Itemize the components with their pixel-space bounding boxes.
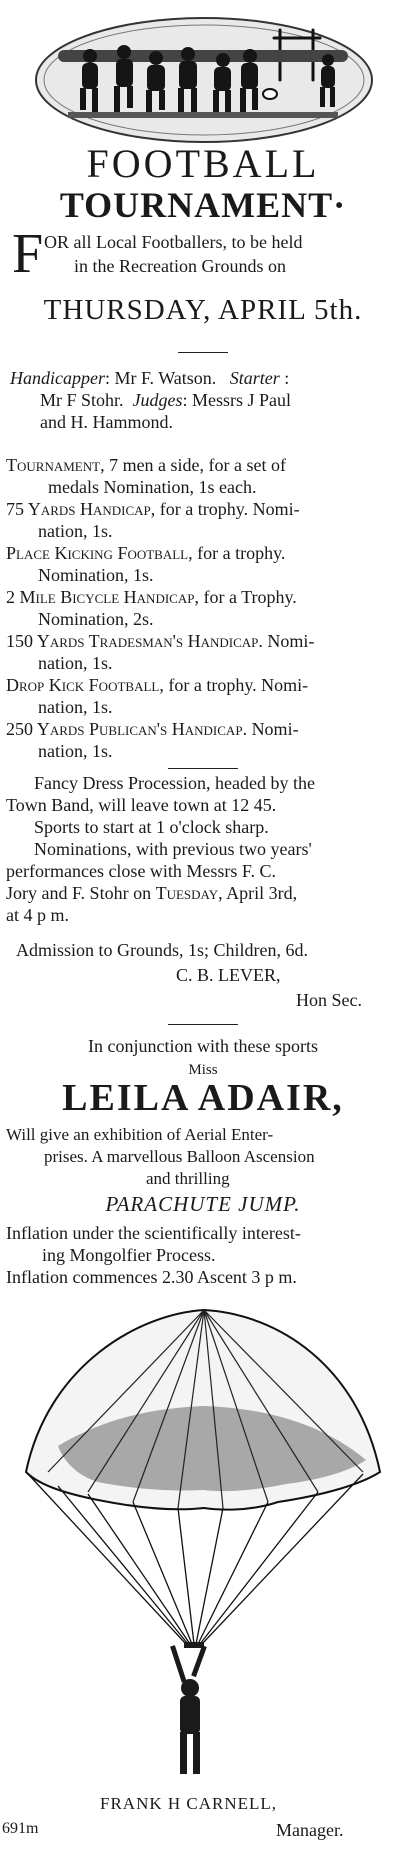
event-name: 250 Yards Publican's Handicap (6, 719, 243, 739)
divider (168, 1024, 238, 1025)
event-item (6, 630, 402, 674)
event-name: 75 Yards Handicap (6, 499, 151, 519)
event-name: Place Kicking Football (6, 543, 189, 563)
event-name: 150 Yards Tradesman's Handicap (6, 631, 259, 651)
feature-line: prises. A marvellous Balloon Ascension (44, 1147, 315, 1166)
feature-line: and thrilling (146, 1169, 230, 1188)
feature-block (6, 1124, 315, 1190)
football-match-illustration (28, 8, 378, 146)
secretary-name: C. B. LEVER, (176, 965, 281, 985)
judges-label: Judges (132, 390, 183, 410)
event-detail-cont: nation, 1s. (38, 521, 113, 541)
event-detail-cont: Nomination, 2s. (38, 609, 154, 629)
event-item (6, 454, 402, 498)
starter-colon: : (284, 368, 290, 388)
inflation-block (6, 1222, 301, 1288)
procession-line: Sports to start at 1 o'clock sharp. (34, 817, 269, 837)
performer-name: LEILA ADAIR, (62, 1077, 344, 1119)
inflation-line: ing Mongolfier Process. (42, 1245, 216, 1265)
officials-line-3: and H. Hammond. (40, 412, 173, 432)
procession-line: Jory and F. Stohr on (6, 883, 152, 903)
procession-line: Nominations, with previous two years' (34, 839, 312, 859)
event-detail: . Nomi- (242, 719, 299, 739)
starter-name: Mr F Stohr. (40, 390, 124, 410)
starter-label: Starter (229, 368, 280, 388)
event-detail: , for a trophy. Nomi- (150, 499, 300, 519)
reference-code: 691m (2, 1820, 39, 1837)
intro-line-1: OR all Local Footballers, to be held (44, 232, 303, 252)
event-detail: , for a trophy. (188, 543, 286, 563)
event-item (6, 498, 402, 542)
title-football: FOOTBALL (86, 141, 320, 186)
inflation-line: Inflation under the scientifically interest- (6, 1223, 301, 1243)
admission-line: Admission to Grounds, 1s; Children, 6d. (16, 940, 309, 960)
event-item (6, 586, 402, 630)
conjunction-line: In conjunction with these sports (88, 1036, 318, 1056)
handicapper-label: Handicapper (10, 368, 105, 388)
manager-title: Manager. (276, 1820, 344, 1840)
event-name: Tournament (6, 455, 101, 475)
officials-line-2 (40, 390, 291, 411)
parachute-illustration (18, 1296, 390, 1782)
event-detail-cont: medals Nomination, 1s each. (48, 477, 257, 497)
event-item (6, 674, 402, 718)
event-detail: , for a Trophy. (194, 587, 297, 607)
intro-line-2: in the Recreation Grounds on (74, 256, 286, 276)
secretary-title: Hon Sec. (296, 990, 362, 1010)
event-detail: . Nomi- (258, 631, 315, 651)
procession-line: Fancy Dress Procession, headed by the (34, 773, 315, 793)
procession-line: at 4 p m. (6, 905, 69, 925)
event-detail-cont: nation, 1s. (38, 697, 113, 717)
procession-block (6, 772, 315, 926)
officials-line-1 (10, 368, 289, 389)
procession-line: performances close with Messrs F. C. (6, 861, 277, 881)
divider (178, 352, 228, 353)
parachute-jump-title: PARACHUTE JUMP. (105, 1192, 301, 1216)
judges-names: : Messrs J Paul (182, 390, 292, 410)
event-item (6, 718, 402, 762)
event-detail: , 7 men a side, for a set of (100, 455, 287, 475)
event-detail-cont: Nomination, 1s. (38, 565, 154, 585)
procession-line: Town Band, will leave town at 12 45. (6, 795, 277, 815)
event-detail-cont: nation, 1s. (38, 653, 113, 673)
title-tournament: TOURNAMENT· (59, 185, 347, 225)
event-item (6, 542, 402, 586)
drop-cap: F (12, 223, 44, 285)
procession-date: , April 3rd, (218, 883, 298, 903)
miss-label: Miss (188, 1062, 218, 1078)
event-name: 2 Mile Bicycle Handicap (6, 587, 195, 607)
events-list (6, 454, 402, 762)
divider (168, 768, 238, 769)
event-name: Drop Kick Football (6, 675, 160, 695)
feature-line: Will give an exhibition of Aerial Enter- (6, 1125, 274, 1144)
event-date: THURSDAY, APRIL 5th. (43, 294, 363, 326)
handicapper-name: : Mr F. Watson. (104, 368, 217, 388)
manager-name: FRANK H CARNELL, (100, 1794, 278, 1813)
procession-day: Tuesday (155, 883, 219, 903)
event-detail-cont: nation, 1s. (38, 741, 113, 761)
inflation-times: Inflation commences 2.30 Ascent 3 p m. (6, 1267, 297, 1287)
event-detail: , for a trophy. Nomi- (159, 675, 309, 695)
